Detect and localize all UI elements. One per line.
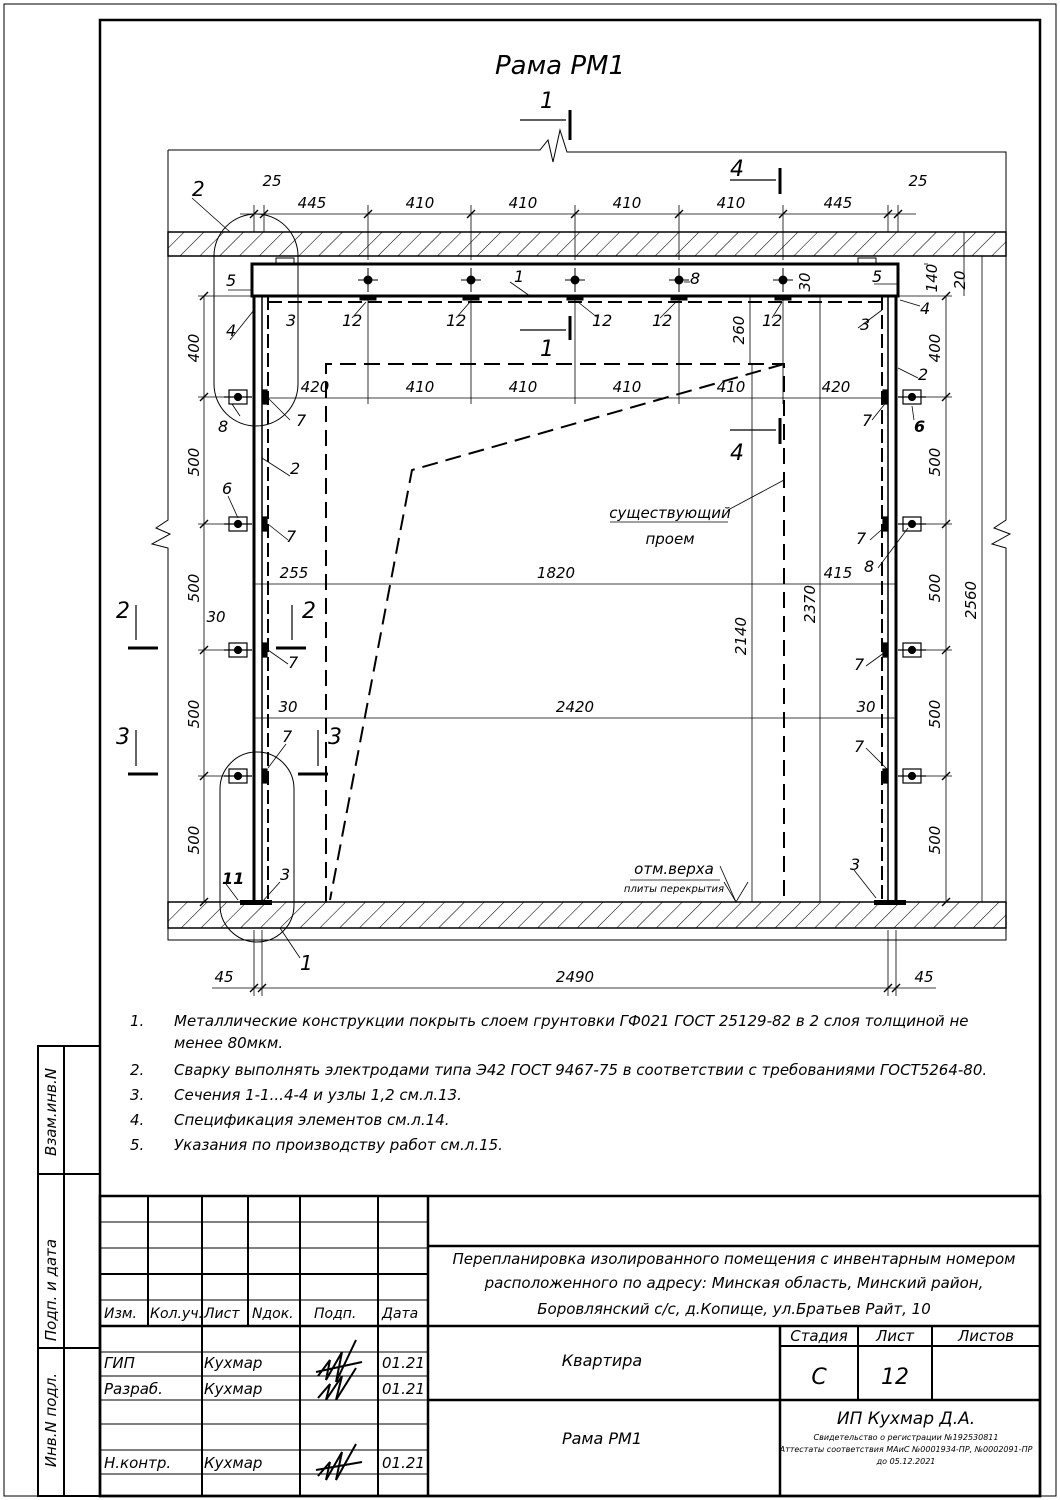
dim-inner-2: 410 [405, 378, 435, 396]
marker-2-left: 2 [290, 459, 301, 478]
marker-3-right-bottom: 3 [850, 855, 861, 874]
dim-30-right: 30 [856, 698, 876, 716]
row-nkontr-date: 01.21 [382, 1454, 425, 1472]
dim-top-1: 445 [297, 194, 327, 212]
section-2-right: 2 [302, 599, 316, 624]
dim-inner-5: 410 [716, 378, 746, 396]
dim-20: 20 [951, 270, 969, 290]
stage-label: Стадия [790, 1327, 848, 1345]
dim-1820: 1820 [536, 564, 576, 582]
note-2: 2. Сварку выполнять электродами типа Э42 ГОСТ 9467-75 в соответствии с требованиями ГОСТ5264-80. [130, 1061, 988, 1079]
section-4-mid: 4 [730, 441, 744, 466]
dim-height-2140: 2140 [732, 616, 750, 656]
top-mark-label: отм.верха [634, 860, 714, 878]
note-4: 4. Спецификация элементов см.л.14. [130, 1111, 450, 1129]
drawing-title: Рама РМ1 [494, 51, 626, 81]
company-reg-2: Аттестаты соответствия МАиС №0001934-ПР, №0002091-ПР [779, 1445, 1033, 1454]
marker-5-right: 5 [872, 267, 883, 286]
row-razrab-role: Разраб. [104, 1380, 163, 1398]
marker-7-left-2: 7 [286, 527, 297, 546]
dim-height-total: 2560 [962, 580, 980, 620]
ceiling-slab [168, 232, 1006, 256]
dim-right-1: 400 [926, 333, 944, 363]
dim-right-5: 500 [926, 825, 944, 855]
dim-bottom-45-left: 45 [214, 968, 234, 986]
side-label-replace: Взам.инв.N [42, 1068, 60, 1156]
dim-left-4: 500 [185, 699, 203, 729]
top-mark-sublabel: плиты перекрытия [623, 884, 725, 895]
dim-left-3: 500 [185, 573, 203, 603]
company-reg-3: до 05.12.2021 [876, 1457, 936, 1466]
dim-bolt-30: 30 [206, 608, 226, 626]
dim-top-4: 410 [612, 194, 642, 212]
dim-415: 415 [823, 564, 853, 582]
note-1-cont: менее 80мкм. [174, 1034, 284, 1052]
dim-inner-4: 410 [612, 378, 642, 396]
base-plate-left [240, 900, 272, 905]
marker-7-right-4: 7 [854, 737, 865, 756]
marker-8-right: 8 [864, 557, 875, 576]
note-5: 5. Указания по производству работ см.л.15. [130, 1136, 503, 1154]
dim-top-edge-left: 25 [262, 172, 282, 190]
dim-top-3: 410 [508, 194, 538, 212]
header-data: Дата [382, 1306, 419, 1322]
existing-opening-label-2: проем [645, 530, 695, 548]
dim-right-4: 500 [926, 699, 944, 729]
marker-5-left: 5 [226, 271, 237, 290]
marker-3-right-top: 3 [860, 315, 871, 334]
dim-255: 255 [279, 564, 309, 582]
marker-3-left-top: 3 [286, 311, 297, 330]
marker-7-right-2: 7 [856, 529, 867, 548]
dim-30-top: 30 [796, 272, 814, 292]
sheet-title: Рама РМ1 [561, 1429, 643, 1448]
side-label-sign-date: Подп. и дата [42, 1238, 60, 1342]
dim-inner-3: 410 [508, 378, 538, 396]
header-izm: Изм. [104, 1306, 137, 1322]
marker-12-1: 12 [342, 311, 363, 330]
stage-value: С [811, 1365, 827, 1390]
marker-7-left-3: 7 [288, 653, 299, 672]
marker-7-right-1: 7 [862, 411, 873, 430]
dim-bottom-45-right: 45 [914, 968, 934, 986]
section-3-left: 3 [116, 725, 130, 750]
project-line-1: Перепланировка изолированного помещения с инвентарным номером [452, 1250, 1016, 1268]
section-1-mid: 1 [540, 337, 554, 362]
dim-top-5: 410 [716, 194, 746, 212]
note-3: 3. Сечения 1-1...4-4 и узлы 1,2 см.л.13. [130, 1086, 462, 1104]
dimension-labels [185, 172, 980, 986]
sheets-label: Листов [957, 1327, 1015, 1345]
dim-top-6: 445 [823, 194, 853, 212]
marker-12-4: 12 [652, 311, 673, 330]
marker-12-3: 12 [592, 311, 613, 330]
signatures [316, 1340, 362, 1480]
dim-2420: 2420 [555, 698, 595, 716]
dim-height-2370: 2370 [801, 584, 819, 624]
marker-7-left-4: 7 [282, 727, 293, 746]
section-2-left: 2 [116, 599, 130, 624]
marker-12-2: 12 [446, 311, 467, 330]
marker-12-5: 12 [762, 311, 783, 330]
row-razrab-name: Кухмар [204, 1380, 263, 1398]
marker-1-beam: 1 [514, 267, 525, 286]
row-razrab-date: 01.21 [382, 1380, 425, 1398]
header-kol: Кол.уч. [150, 1306, 203, 1322]
node-2-label: 2 [192, 177, 205, 201]
dim-right-3: 500 [926, 573, 944, 603]
header-ndok: Nдок. [252, 1306, 294, 1322]
dim-top-2: 410 [405, 194, 435, 212]
row-nkontr-name: Кухмар [204, 1454, 263, 1472]
dim-left-5: 500 [185, 825, 203, 855]
side-label-inv: Инв.N подл. [42, 1372, 60, 1468]
left-column [254, 296, 268, 902]
project-line-3: Боровлянский с/с, д.Копище, ул.Братьев Райт, 10 [537, 1300, 931, 1318]
marker-7-right-3: 7 [854, 655, 865, 674]
existing-opening [326, 364, 784, 902]
marker-4-left: 4 [226, 321, 237, 340]
dim-inner-1: 420 [300, 378, 330, 396]
dim-bottom-2490: 2490 [555, 968, 595, 986]
section-marks [128, 110, 783, 774]
company-reg-1: Свидетельство о регистрации №192530811 [813, 1433, 999, 1442]
marker-6-right: 6 [914, 417, 926, 436]
row-gip-date: 01.21 [382, 1354, 425, 1372]
section-4-top: 4 [730, 157, 744, 182]
marker-11: 11 [222, 869, 245, 888]
marker-8-left: 8 [218, 417, 229, 436]
sheet-label: Лист [875, 1327, 915, 1345]
header-podp: Подп. [314, 1306, 357, 1322]
marker-3-left-bottom: 3 [280, 865, 291, 884]
dim-140: 140 [923, 263, 941, 293]
base-plate-right [874, 900, 906, 905]
note-1: 1. Металлические конструкции покрыть слоем грунтовки ГФ021 ГОСТ 25129-82 в 2 слоя толщиной не [130, 1012, 969, 1030]
dim-left-2: 500 [185, 447, 203, 477]
marker-8-beam: 8 [690, 269, 701, 288]
section-3-right: 3 [328, 725, 342, 750]
dim-right-2: 500 [926, 447, 944, 477]
existing-opening-label-1: существующий [609, 504, 731, 522]
marker-2-right: 2 [918, 365, 929, 384]
marker-6-left: 6 [222, 479, 233, 498]
dim-260: 260 [730, 315, 748, 345]
header-list: Лист [204, 1306, 240, 1322]
dim-30-left: 30 [278, 698, 298, 716]
project-line-2: расположенного по адресу: Минская область, Минский район, [484, 1274, 984, 1292]
marker-4-right: 4 [920, 299, 931, 318]
section-1-top: 1 [540, 89, 554, 114]
object-name: Квартира [561, 1351, 643, 1370]
right-column [882, 296, 896, 902]
row-gip-name: Кухмар [204, 1354, 263, 1372]
dim-left-1: 400 [185, 333, 203, 363]
row-nkontr-role: Н.контр. [104, 1454, 172, 1472]
row-gip-role: ГИП [104, 1354, 135, 1372]
company-name: ИП Кухмар Д.А. [836, 1409, 976, 1429]
sheet-value: 12 [881, 1365, 909, 1390]
node-1-label: 1 [300, 951, 313, 975]
marker-7-left-1: 7 [296, 411, 307, 430]
dim-top-edge-right: 25 [908, 172, 928, 190]
dim-inner-6: 420 [821, 378, 851, 396]
